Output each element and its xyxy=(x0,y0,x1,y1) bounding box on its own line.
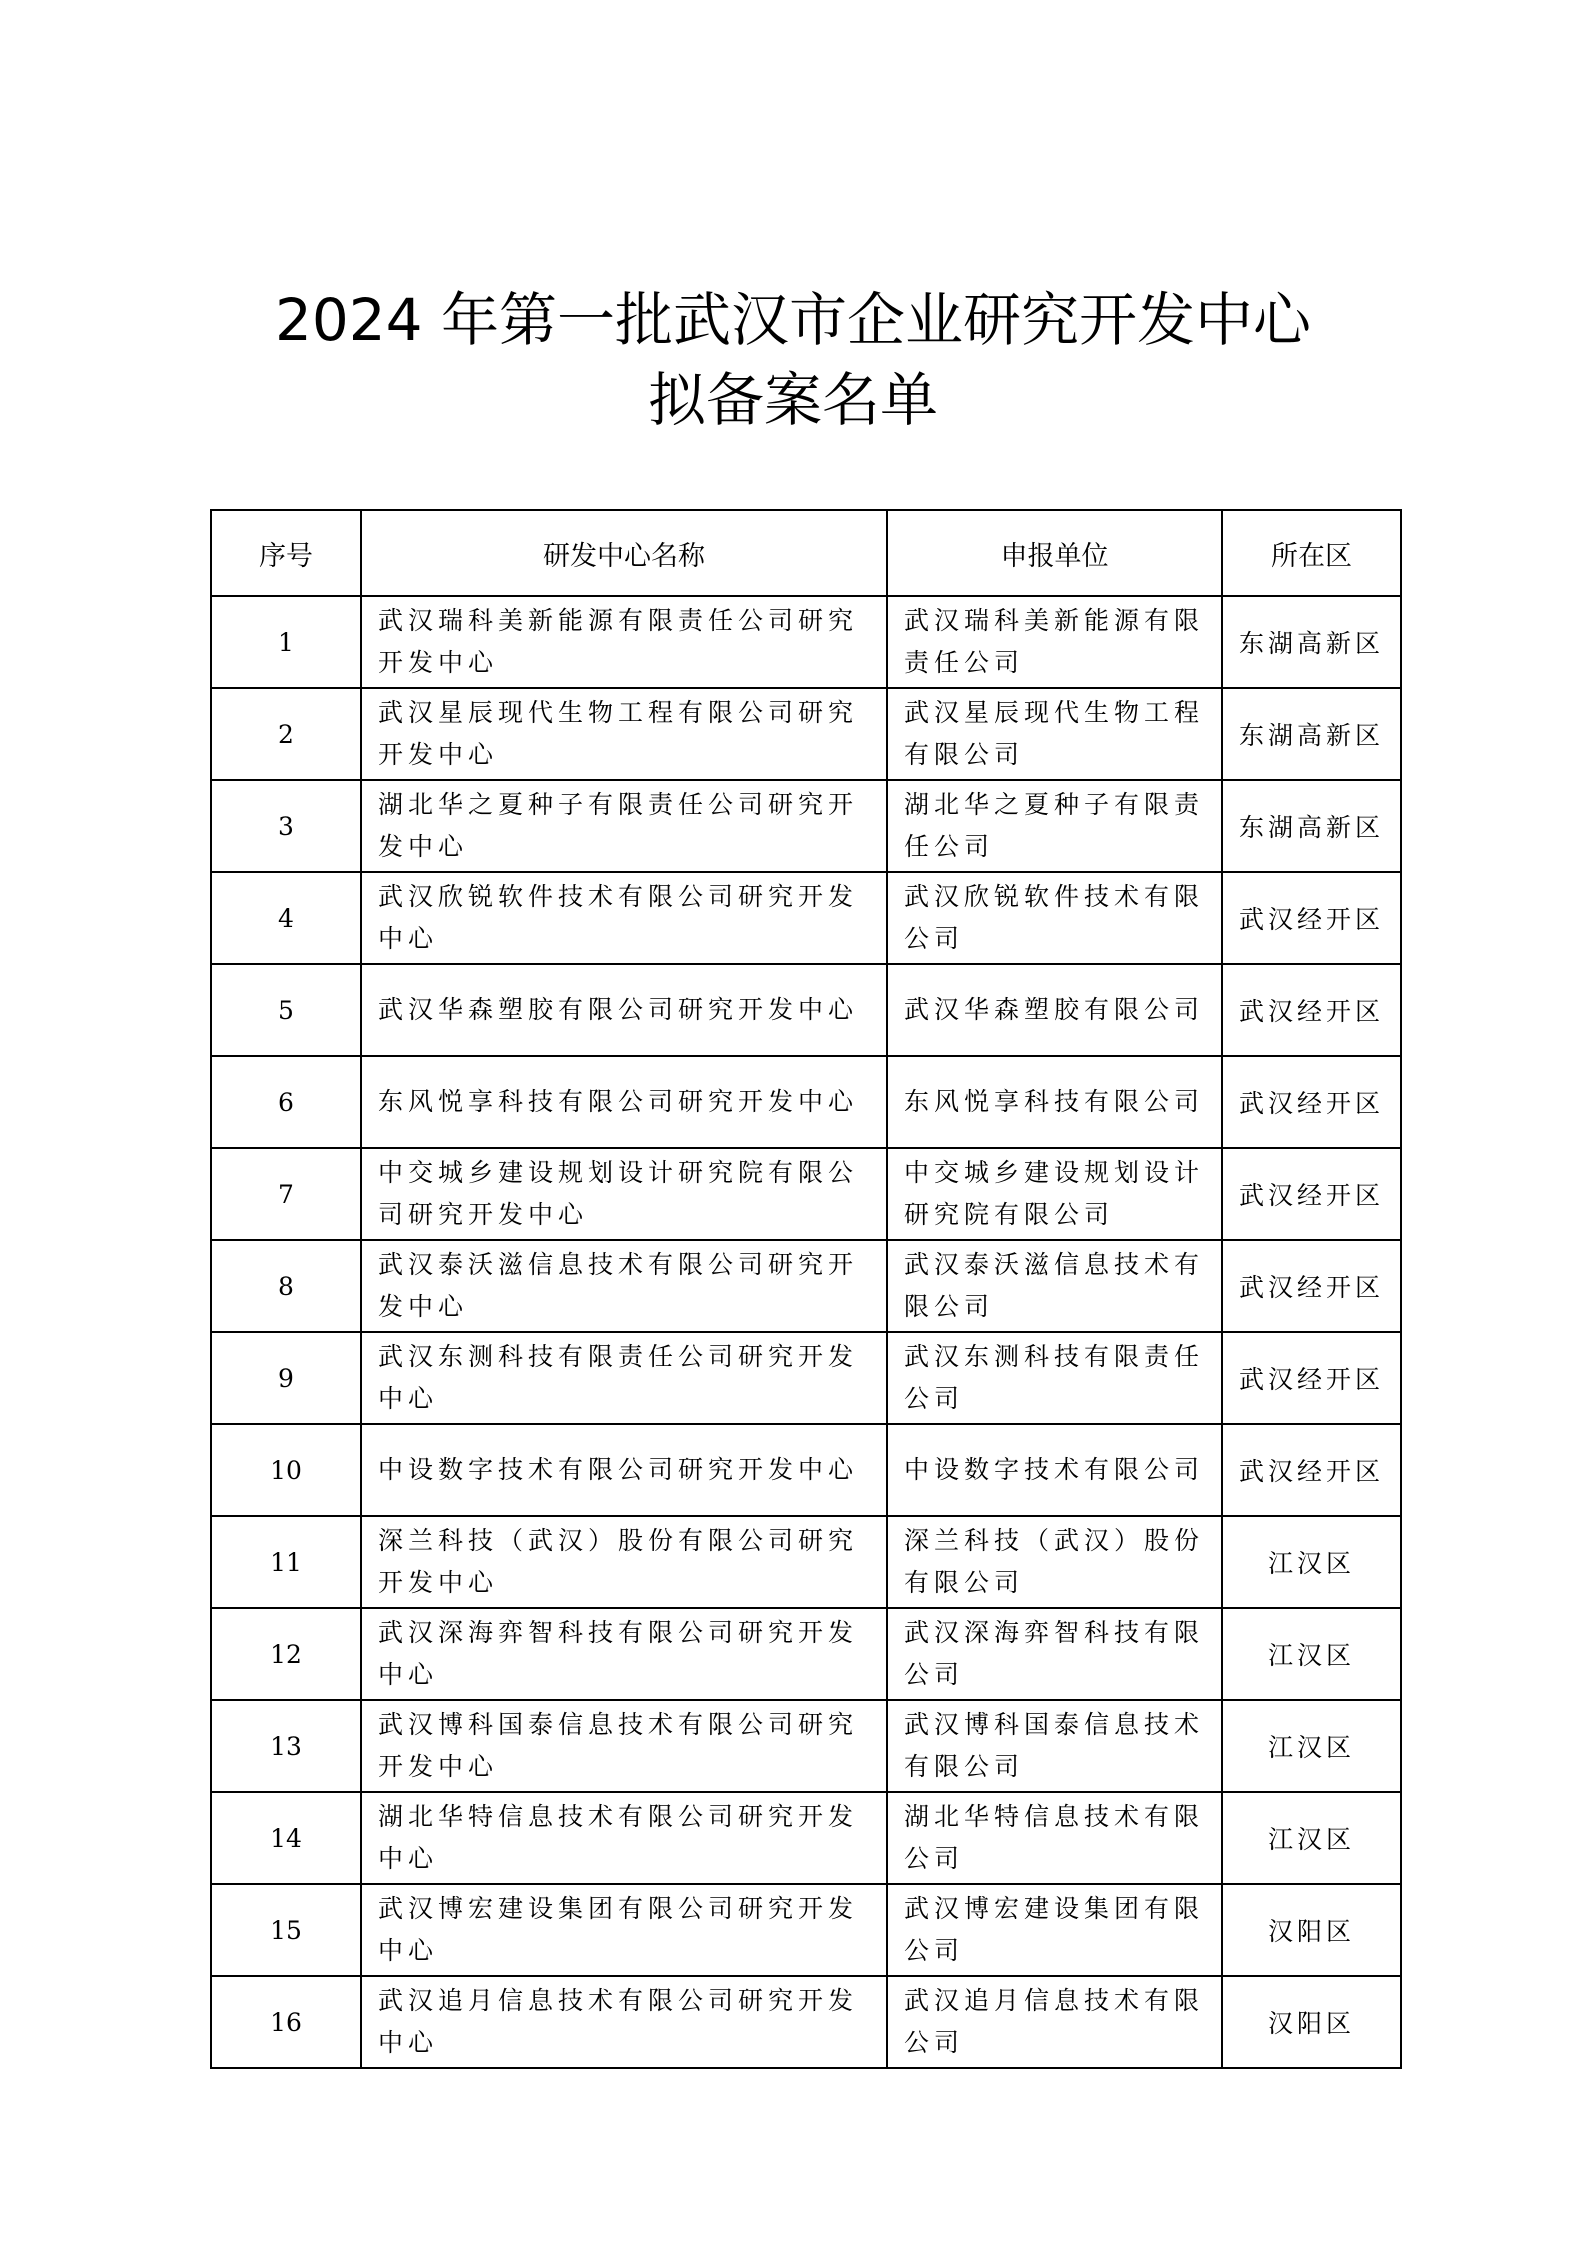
row-number: 14 xyxy=(211,1792,361,1884)
centers-table xyxy=(210,509,1402,2069)
page-subtitle: 拟备案名单 xyxy=(647,366,938,434)
table-row xyxy=(211,1056,1401,1148)
header-center-name: 研发中心名称 xyxy=(361,510,887,596)
row-number: 4 xyxy=(211,872,361,964)
table-row xyxy=(211,1884,1401,1976)
center-name-cell: 武汉深海弈智科技有限公司研究开发中心 xyxy=(361,1608,887,1700)
district-cell: 武汉经开区 xyxy=(1222,1332,1401,1424)
center-name-cell: 中交城乡建设规划设计研究院有限公司研究开发中心 xyxy=(361,1148,887,1240)
district-cell: 江汉区 xyxy=(1222,1608,1401,1700)
applicant-cell: 武汉星辰现代生物工程有限公司 xyxy=(887,688,1222,780)
center-name-cell: 武汉瑞科美新能源有限责任公司研究开发中心 xyxy=(361,596,887,688)
row-number: 6 xyxy=(211,1056,361,1148)
page-title: 2024 年第一批武汉市企业研究开发中心 xyxy=(274,286,1312,354)
district-cell: 汉阳区 xyxy=(1222,1884,1401,1976)
row-number: 9 xyxy=(211,1332,361,1424)
row-number: 10 xyxy=(211,1424,361,1516)
header-district: 所在区 xyxy=(1222,510,1401,596)
row-number: 5 xyxy=(211,964,361,1056)
center-name-cell: 武汉博宏建设集团有限公司研究开发中心 xyxy=(361,1884,887,1976)
applicant-cell: 中设数字技术有限公司 xyxy=(887,1424,1222,1516)
row-number: 7 xyxy=(211,1148,361,1240)
applicant-cell: 武汉瑞科美新能源有限责任公司 xyxy=(887,596,1222,688)
table-row xyxy=(211,1240,1401,1332)
applicant-cell: 湖北华特信息技术有限公司 xyxy=(887,1792,1222,1884)
table-row xyxy=(211,596,1401,688)
center-name-cell: 湖北华特信息技术有限公司研究开发中心 xyxy=(361,1792,887,1884)
table-header-row xyxy=(211,510,1401,596)
applicant-cell: 武汉泰沃滋信息技术有限公司 xyxy=(887,1240,1222,1332)
table-row xyxy=(211,1148,1401,1240)
district-cell: 江汉区 xyxy=(1222,1792,1401,1884)
applicant-cell: 武汉博宏建设集团有限公司 xyxy=(887,1884,1222,1976)
row-number: 1 xyxy=(211,596,361,688)
table-row xyxy=(211,1976,1401,2068)
table-row xyxy=(211,1792,1401,1884)
district-cell: 江汉区 xyxy=(1222,1700,1401,1792)
applicant-cell: 武汉博科国泰信息技术有限公司 xyxy=(887,1700,1222,1792)
district-cell: 武汉经开区 xyxy=(1222,1056,1401,1148)
header-no: 序号 xyxy=(211,510,361,596)
applicant-cell: 湖北华之夏种子有限责任公司 xyxy=(887,780,1222,872)
row-number: 15 xyxy=(211,1884,361,1976)
applicant-cell: 武汉华森塑胶有限公司 xyxy=(887,964,1222,1056)
table-row xyxy=(211,964,1401,1056)
row-number: 16 xyxy=(211,1976,361,2068)
district-cell: 武汉经开区 xyxy=(1222,964,1401,1056)
center-name-cell: 武汉星辰现代生物工程有限公司研究开发中心 xyxy=(361,688,887,780)
district-cell: 武汉经开区 xyxy=(1222,1148,1401,1240)
row-number: 8 xyxy=(211,1240,361,1332)
center-name-cell: 武汉博科国泰信息技术有限公司研究开发中心 xyxy=(361,1700,887,1792)
applicant-cell: 武汉欣锐软件技术有限公司 xyxy=(887,872,1222,964)
row-number: 11 xyxy=(211,1516,361,1608)
district-cell: 东湖高新区 xyxy=(1222,596,1401,688)
row-number: 12 xyxy=(211,1608,361,1700)
center-name-cell: 深兰科技（武汉）股份有限公司研究开发中心 xyxy=(361,1516,887,1608)
table-row xyxy=(211,1516,1401,1608)
row-number: 13 xyxy=(211,1700,361,1792)
applicant-cell: 武汉东测科技有限责任公司 xyxy=(887,1332,1222,1424)
table-row xyxy=(211,872,1401,964)
table-row xyxy=(211,688,1401,780)
applicant-cell: 中交城乡建设规划设计研究院有限公司 xyxy=(887,1148,1222,1240)
applicant-cell: 深兰科技（武汉）股份有限公司 xyxy=(887,1516,1222,1608)
applicant-cell: 武汉追月信息技术有限公司 xyxy=(887,1976,1222,2068)
table-row xyxy=(211,780,1401,872)
center-name-cell: 武汉欣锐软件技术有限公司研究开发中心 xyxy=(361,872,887,964)
row-number: 3 xyxy=(211,780,361,872)
district-cell: 江汉区 xyxy=(1222,1516,1401,1608)
table-row xyxy=(211,1700,1401,1792)
district-cell: 汉阳区 xyxy=(1222,1976,1401,2068)
table-row xyxy=(211,1332,1401,1424)
district-cell: 武汉经开区 xyxy=(1222,872,1401,964)
center-name-cell: 东风悦享科技有限公司研究开发中心 xyxy=(361,1056,887,1148)
row-number: 2 xyxy=(211,688,361,780)
table-row xyxy=(211,1608,1401,1700)
table-row xyxy=(211,1424,1401,1516)
center-name-cell: 武汉泰沃滋信息技术有限公司研究开发中心 xyxy=(361,1240,887,1332)
district-cell: 武汉经开区 xyxy=(1222,1424,1401,1516)
center-name-cell: 湖北华之夏种子有限责任公司研究开发中心 xyxy=(361,780,887,872)
center-name-cell: 武汉东测科技有限责任公司研究开发中心 xyxy=(361,1332,887,1424)
center-name-cell: 武汉追月信息技术有限公司研究开发中心 xyxy=(361,1976,887,2068)
applicant-cell: 东风悦享科技有限公司 xyxy=(887,1056,1222,1148)
header-applicant: 申报单位 xyxy=(887,510,1222,596)
applicant-cell: 武汉深海弈智科技有限公司 xyxy=(887,1608,1222,1700)
center-name-cell: 中设数字技术有限公司研究开发中心 xyxy=(361,1424,887,1516)
center-name-cell: 武汉华森塑胶有限公司研究开发中心 xyxy=(361,964,887,1056)
district-cell: 东湖高新区 xyxy=(1222,780,1401,872)
district-cell: 东湖高新区 xyxy=(1222,688,1401,780)
district-cell: 武汉经开区 xyxy=(1222,1240,1401,1332)
